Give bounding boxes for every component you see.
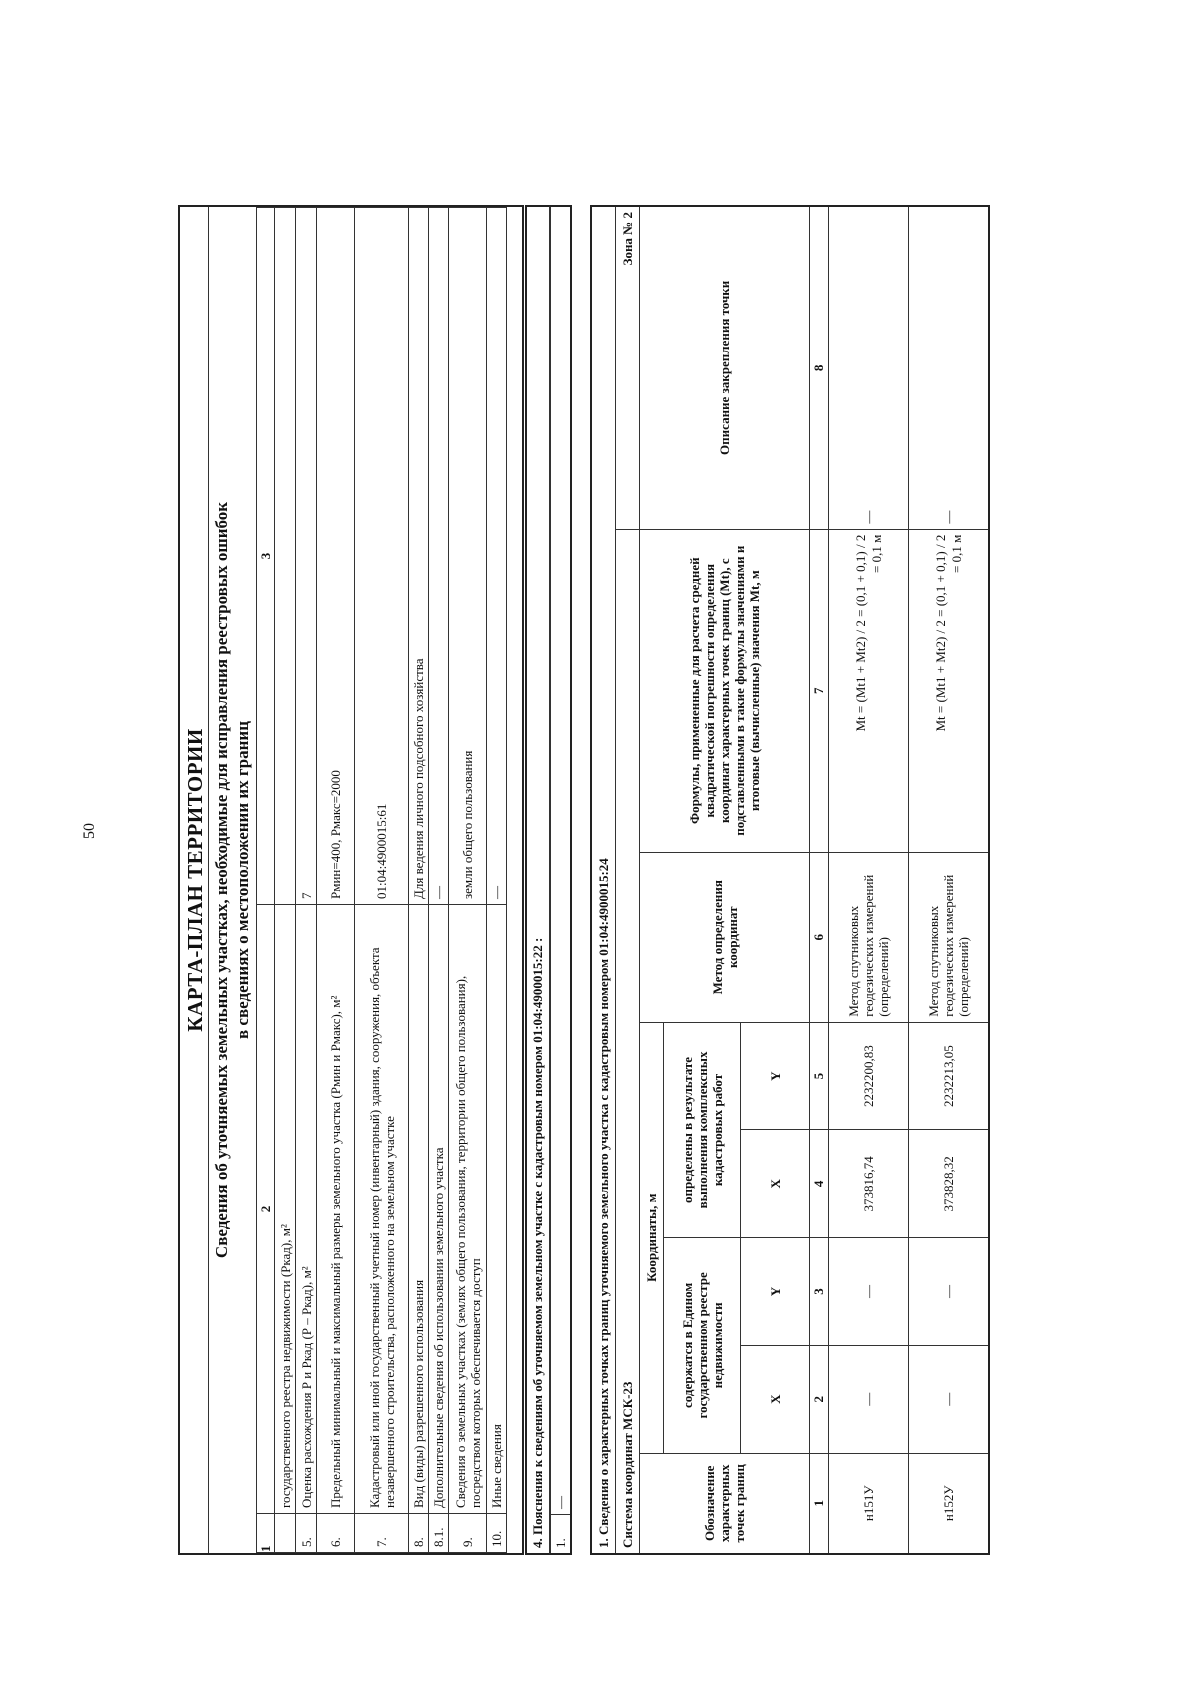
row-number: 7.: [355, 1514, 409, 1553]
table-row: [487, 208, 507, 1553]
row-value: Рмин=400, Рмакс=2000: [317, 208, 355, 905]
egrn-y: —: [829, 1238, 909, 1346]
row-number: 8.: [409, 1514, 429, 1553]
row-label: Кадастровый или иной государственный учетный номер (инвентарный) здания, сооружения, объекта незавершенного строительства, расположенного на земельном участке: [355, 905, 409, 1514]
egrn-y: —: [909, 1238, 990, 1346]
header-egrn: содержатся в Едином государственном реестре недвижимости: [664, 1238, 741, 1453]
table-row: [275, 208, 296, 1553]
section-title: 1. Сведения о характерных точках границ уточняемого земельного участка с кадастровым номером 01:04:4900015:24: [591, 206, 616, 1554]
egrn-x: —: [909, 1345, 990, 1453]
title-block: [178, 205, 524, 1555]
row-text: —: [551, 206, 572, 1515]
page-number: 50: [81, 823, 98, 839]
column-number: 5: [810, 1022, 829, 1130]
table-row: [296, 208, 317, 1553]
row-value: —: [487, 208, 507, 905]
table1-header-col3: 3: [257, 208, 275, 905]
notes-block: [525, 205, 572, 1555]
coord-y: 2232200,83: [829, 1022, 909, 1130]
document-subtitle: [209, 207, 256, 1553]
row-label: Вид (виды) разрешенного использования: [409, 905, 429, 1514]
row-value: [275, 208, 296, 905]
land-plot-info-table: [256, 207, 507, 1553]
formula-result: = 0,1 м: [868, 534, 884, 573]
row-number: 8.1.: [429, 1514, 449, 1553]
table1-header-col1: 1: [257, 1514, 275, 1553]
formula-cell: [829, 529, 909, 852]
column-number: 8: [810, 206, 829, 529]
point-description: —: [829, 206, 909, 529]
column-number: 2: [810, 1345, 829, 1453]
point-description: —: [909, 206, 990, 529]
header-coordinates: Координаты, м: [640, 1022, 664, 1453]
coord-x: 373828,32: [909, 1130, 990, 1238]
formula: Mt = (Mt1 + Mt2) / 2 = (0,1 + 0,1) / 2: [852, 534, 868, 732]
row-value: земли общего пользования: [449, 208, 487, 905]
header-works-y: Y: [741, 1022, 810, 1130]
notes-heading: 4. Пояснения к сведениям об уточняемом земельном участке с кадастровым номером 01:04:4900015:22 :: [525, 205, 550, 1555]
table-row: [449, 208, 487, 1553]
table-row: [409, 208, 429, 1553]
coord-x: 373816,74: [829, 1130, 909, 1238]
table-row: [355, 208, 409, 1553]
row-number: 9.: [449, 1514, 487, 1553]
zone-label: Зона № 2: [616, 206, 640, 529]
row-label: Предельный минимальный и максимальный размеры земельного участка (Рмин и Рмакс), м²: [317, 905, 355, 1514]
coordinate-system: Система координат МСК-23: [616, 529, 640, 1554]
table-row: [429, 208, 449, 1553]
row-label: государственного реестра недвижимости (Ркад), м²: [275, 905, 296, 1514]
column-number: 4: [810, 1130, 829, 1238]
column-number: 3: [810, 1238, 829, 1346]
table-row: [829, 206, 909, 1554]
header-designation: Обозначение характерных точек границ: [640, 1453, 810, 1554]
column-number: 1: [810, 1453, 829, 1554]
row-value: 7: [296, 208, 317, 905]
row-label: Иные сведения: [487, 905, 507, 1514]
row-value: Для ведения личного подсобного хозяйства: [409, 208, 429, 905]
header-works: определены в результате выполнения комплексных кадастровых работ: [664, 1022, 741, 1237]
row-label: Сведения о земельных участках (землях общего пользования, территории общего пользования), посредством которых обеспечивается доступ: [449, 905, 487, 1514]
table-row: [909, 206, 990, 1554]
table-row: [317, 208, 355, 1553]
table1-header-col2: 2: [257, 905, 275, 1514]
formula-cell: [909, 529, 990, 852]
header-description: Описание закрепления точки: [640, 206, 810, 529]
egrn-x: —: [829, 1345, 909, 1453]
column-number: 7: [810, 529, 829, 852]
boundary-points-table: [590, 205, 990, 1555]
header-method: Метод определения координат: [640, 852, 810, 1022]
row-value: 01:04:4900015:61: [355, 208, 409, 905]
column-number: 6: [810, 852, 829, 1022]
formula-result: = 0,1 м: [948, 534, 964, 573]
method: Метод спутниковых геодезических измерений (определений): [909, 852, 990, 1022]
point-designation: н152У: [909, 1453, 990, 1554]
method: Метод спутниковых геодезических измерений (определений): [829, 852, 909, 1022]
row-value: —: [429, 208, 449, 905]
subtitle-line-2: в сведениях о местоположении их границ: [233, 721, 252, 1039]
formula: Mt = (Mt1 + Mt2) / 2 = (0,1 + 0,1) / 2: [932, 534, 948, 732]
header-formula: Формулы, примененные для расчета средней квадратической погрешности определения координат характерных точек границ (Mt), с подставленными в такие формулы значениями и итоговые (вычисленные) значения Mt, м: [640, 529, 810, 852]
row-number: [275, 1514, 296, 1553]
boundary-points-block: [590, 205, 990, 1555]
table-row: [551, 206, 572, 1554]
row-number: 5.: [296, 1514, 317, 1553]
notes-table: [550, 205, 572, 1555]
subtitle-line-1: Сведения об уточняемых земельных участках, необходимые для исправления реестровых ошибок: [212, 501, 231, 1259]
document-title: КАРТА-ПЛАН ТЕРРИТОРИИ: [180, 207, 209, 1553]
row-label: Оценка расхождения Р и Ркад (Р – Ркад), м²: [296, 905, 317, 1514]
header-works-x: X: [741, 1130, 810, 1238]
rotated-sheet-wrapper: [178, 205, 1033, 1555]
row-label: Дополнительные сведения об использовании земельного участка: [429, 905, 449, 1514]
header-egrn-y: Y: [741, 1238, 810, 1346]
header-egrn-x: X: [741, 1345, 810, 1453]
row-number: 1.: [551, 1515, 572, 1555]
row-number: 10.: [487, 1514, 507, 1553]
point-designation: н151У: [829, 1453, 909, 1554]
document-sheet: [178, 205, 1033, 1555]
coord-y: 2232213,05: [909, 1022, 990, 1130]
row-number: 6.: [317, 1514, 355, 1553]
